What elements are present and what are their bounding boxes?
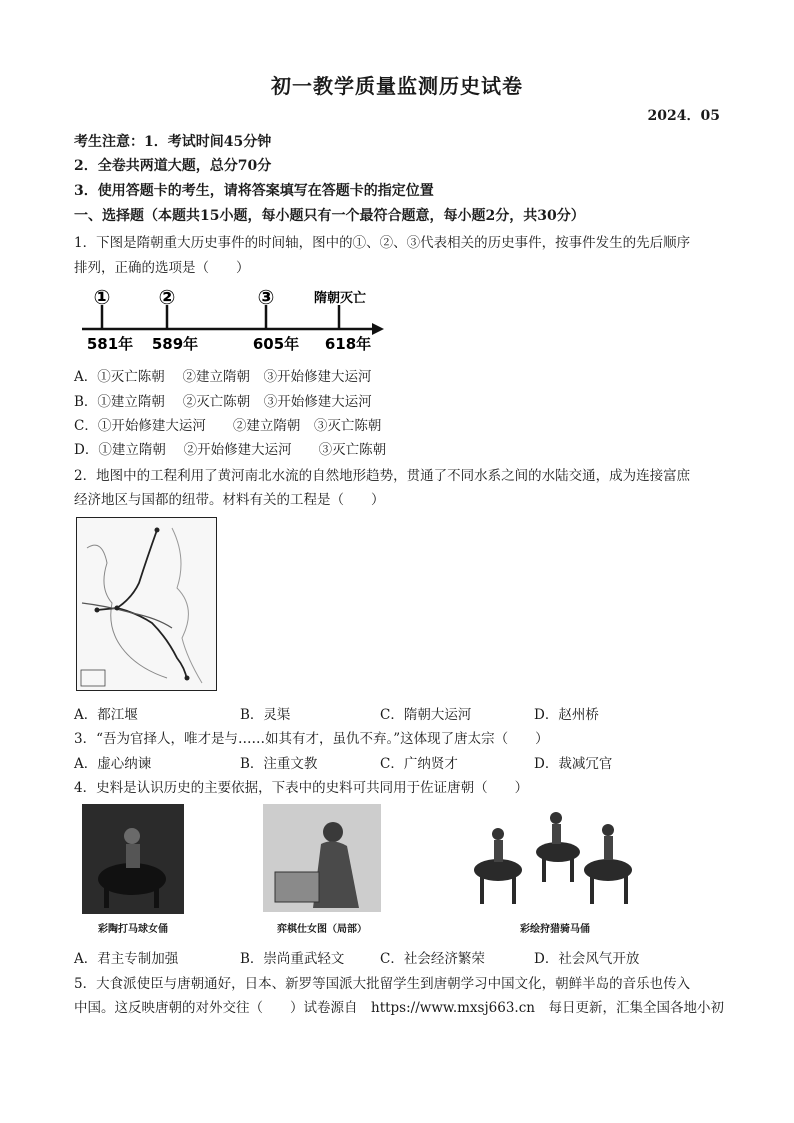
city-marker-south [185, 676, 190, 681]
q5-stem-line2: 中国。这反映唐朝的对外交往（ ）试卷源自 https://www.mxsj663.cn 每日更新，汇集全国各地小初 [74, 1000, 724, 1016]
notice-line-1: 考生注意：1．考试时间45分钟 [74, 134, 272, 150]
q4-option-b: B．崇尚重武轻文 [240, 951, 345, 967]
timeline-arrow-icon [372, 323, 384, 335]
polo-figurine-photo [82, 804, 184, 914]
q3-option-b: B．注重文教 [240, 756, 318, 772]
timeline-year-1: 581年 [86, 335, 134, 353]
timeline-svg [78, 285, 388, 353]
timeline-marker-2: ② [158, 285, 176, 309]
q4-option-a: A．君主专制加强 [74, 951, 179, 967]
q4-option-c: C．社会经济繁荣 [380, 951, 485, 967]
q1-stem-line1: 1．下图是隋朝重大历史事件的时间轴，图中的①、②、③代表相关的历史事件，按事件发生的先后顺序 [74, 235, 691, 251]
timeline-marker-1: ① [93, 285, 111, 309]
q1-stem-line2: 排列，正确的选项是（ ） [74, 260, 250, 276]
weiqi-painting-photo [263, 804, 381, 912]
image-caption-1: 彩陶打马球女俑 [98, 924, 168, 935]
q1-option-d: D．①建立隋朝 ②开始修建大运河 ③灭亡陈朝 [74, 442, 387, 458]
city-marker-changan [95, 608, 100, 613]
q2-option-b: B．灵渠 [240, 707, 291, 723]
page-title: 初一教学质量监测历史试卷 [271, 74, 523, 98]
q4-option-d: D．社会风气开放 [534, 951, 640, 967]
q2-stem-line1: 2．地图中的工程利用了黄河南北水流的自然地形趋势，贯通了不同水系之间的水陆交通，成为连接富庶 [74, 468, 691, 484]
notice-line-2: 2．全卷共两道大题，总分70分 [74, 158, 272, 174]
section-heading: 一、选择题（本题共15小题，每小题只有一个最符合题意，每小题2分，共30分） [74, 208, 585, 224]
weiqi-painting-svg [263, 804, 381, 912]
q2-option-a: A．都江堰 [74, 707, 138, 723]
go-board-shape [275, 872, 319, 902]
timeline-figure [78, 285, 388, 353]
timeline-end-label: 隋朝灭亡 [313, 291, 367, 306]
hunting-figurines-photo [468, 808, 644, 912]
image-caption-3: 彩绘狩猎骑马俑 [520, 924, 590, 935]
q2-option-c: C．隋朝大运河 [380, 707, 472, 723]
timeline-year-3: 605年 [252, 335, 300, 353]
q5-stem-line1: 5．大食派使臣与唐朝通好，日本、新罗等国派大批留学生到唐朝学习中国文化，朝鲜半岛的音乐也传入 [74, 976, 691, 992]
q3-stem: 3．“吾为官择人，唯才是与……如其有才，虽仇不弃。”这体现了唐太宗（ ） [74, 731, 549, 747]
q2-option-d: D．赵州桥 [534, 707, 599, 723]
q3-option-c: C．广纳贤才 [380, 756, 458, 772]
q3-option-d: D．裁减冗官 [534, 756, 613, 772]
rider-head-shape [124, 828, 140, 844]
q1-option-b: B．①建立隋朝 ②灭亡陈朝 ③开始修建大运河 [74, 394, 372, 410]
city-marker-north [155, 528, 160, 533]
notice-line-3: 3．使用答题卡的考生，请将答案填写在答题卡的指定位置 [74, 183, 434, 199]
city-marker-luoyang [115, 606, 120, 611]
timeline-year-4: 618年 [324, 335, 372, 353]
q2-stem-line2: 经济地区与国都的纽带。材料有关的工程是（ ） [74, 492, 385, 508]
canal-map [76, 517, 217, 691]
q1-option-c: C．①开始修建大运河 ②建立隋朝 ③灭亡陈朝 [74, 418, 382, 434]
q3-option-a: A．虚心纳谏 [74, 756, 152, 772]
image-caption-2: 弈棋仕女图（局部） [277, 924, 367, 935]
map-legend-box [81, 670, 105, 686]
yellow-river-line [82, 603, 172, 628]
canal-north-line [97, 530, 157, 610]
q4-stem: 4．史料是认识历史的主要依据，下表中的史料可共同用于佐证唐朝（ ） [74, 780, 529, 796]
q1-option-a: A．①灭亡陈朝 ②建立隋朝 ③开始修建大运河 [74, 369, 372, 385]
timeline-marker-3: ③ [257, 285, 275, 309]
canal-map-svg [77, 518, 216, 690]
coast-east-shape [172, 528, 202, 683]
rider-body-shape [126, 844, 140, 868]
exam-date: 2024．05 [647, 108, 720, 124]
lady-head-shape [323, 822, 343, 842]
timeline-year-2: 589年 [151, 335, 199, 353]
hunting-figurines-svg [468, 808, 644, 912]
polo-figurine-svg [82, 804, 184, 914]
